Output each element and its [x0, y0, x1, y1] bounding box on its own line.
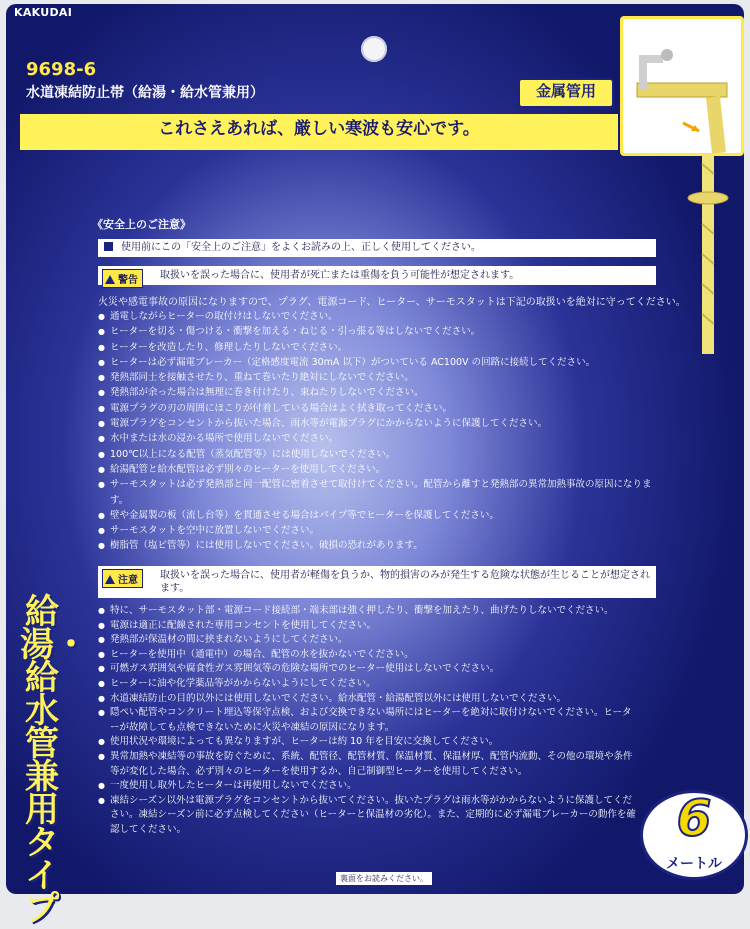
caution-tag: [102, 569, 143, 588]
read-first-text: 使用前にこの「安全上のご注意」をよくお読みの上、正しく使用してください。: [121, 242, 481, 253]
vertical-type-label: 給湯・給水管兼用タイプ: [20, 592, 88, 929]
caution-box: [98, 566, 656, 598]
caution-list: [98, 604, 638, 838]
list-item: ● 可燃ガス雰囲気や腐食性ガス雰囲気等の危険な場所でのヒーター使用はしないでください。: [98, 662, 638, 677]
list-item: ● 異常加熱や凍結等の事故を防ぐために、系統、配管径、配管材質、保温材質、保温材厚、配管内流動、その他の環境や条件等が変化した場合、必ず別々のヒーターを使用するか、自己制御型ヒーターを使用してください。: [98, 750, 638, 779]
warning-tag: [102, 269, 143, 288]
hang-hole: [361, 36, 387, 62]
caution-triangle-icon: [105, 575, 115, 584]
list-item: ● 電源は適正に配線された専用コンセントを使用してください。: [98, 619, 638, 634]
list-item: ● ヒーターを改造したり、修理したりしないでください。: [98, 340, 656, 355]
list-item: ● サーモスタットを空中に放置しないでください。: [98, 523, 656, 538]
heater-cable-icon: [686, 154, 730, 364]
list-item: ● 発熱部が余った場合は無理に巻き付けたり、束ねたりしないでください。: [98, 385, 656, 400]
list-item: ● 電源プラグの刃の周囲にほこりが付着している場合はよく拭き取ってください。: [98, 401, 656, 416]
list-item: ● ヒーターを切る・傷つける・衝撃を加える・ねじる・引っ張る等はしないでください。: [98, 324, 656, 339]
list-item: ● 発熱部同士を接触させたり、重ねて巻いたり絶対にしないでください。: [98, 370, 656, 385]
metal-pipe-badge: 金属管用: [518, 78, 614, 108]
list-item: ● 水道凍結防止の目的以外には使用しないでください。給水配管・給湯配管以外には使用しないでください。: [98, 692, 638, 707]
brand-logo: KAKUDAI: [14, 6, 73, 19]
list-item: ● 一度使用し取外したヒーターは再使用しないでください。: [98, 779, 638, 794]
pipe-illustration: [620, 16, 744, 156]
list-item: ● 使用状況や環境によっても異なりますが、ヒーターは約 10 年を目安に交換してください。: [98, 735, 638, 750]
warning-triangle-icon: [105, 275, 115, 284]
list-item: ● 水中または水の浸かる場所で使用しないでください。: [98, 431, 656, 446]
caution-text: 取扱いを誤った場合に、使用者が軽傷を負うか、物的損害のみが発生する危険な状態が生じることが想定されます。: [160, 570, 650, 594]
list-item: ● 発熱部が保温材の間に挟まれないようにしてください。: [98, 633, 638, 648]
read-first-notice: [98, 239, 656, 257]
safety-title: 《安全上のご注意》: [92, 218, 191, 231]
square-bullet-icon: [104, 242, 113, 251]
list-item: ● 樹脂管（塩ビ管等）には使用しないでください。破損の恐れがあります。: [98, 538, 656, 553]
warning-tag-label: 警告: [118, 275, 138, 286]
list-item: ● ヒーターを使用中（通電中）の場合、配管の水を抜かないでください。: [98, 648, 638, 663]
list-item: ● 給湯配管と給水配管は必ず別々のヒーターを使用してください。: [98, 462, 656, 477]
slogan-banner: これさえあれば、厳しい寒波も安心です。: [20, 114, 618, 150]
length-unit: メートル: [666, 856, 722, 872]
list-item: ● 通電しながらヒーターの取付けはしないでください。: [98, 309, 656, 324]
warning-prelude: 火災や感電事故の原因になりますので、プラグ、電源コード、ヒーター、サーモスタットは下記の取扱いを絶対に守ってください。: [98, 297, 686, 308]
length-badge: [640, 790, 748, 880]
list-item: ● 電源プラグをコンセントから抜いた場合、雨水等が電源プラグにかからないように保護してください。: [98, 416, 656, 431]
list-item: ● ヒーターは必ず漏電ブレーカー（定格感度電流 30mA 以下）がついている AC100V の回路に接続してください。: [98, 355, 656, 370]
list-item: ● 隠ぺい配管やコンクリート埋込等保守点検、および交換できない場所にはヒーターを絶対に取付けないでください。ヒーターが故障しても点検できないために火災や凍結の原因になります。: [98, 706, 638, 735]
list-item: ● 凍結シーズン以外は電源プラグをコンセントから抜いてください。抜いたプラグは雨水等がかからないように保護してください。凍結シーズン前に必ず点検してください（ヒーターと保温材の劣化）。また、定期的に必ず漏電ブレーカーの動作を確認してください。: [98, 794, 638, 838]
product-name: 水道凍結防止帯（給湯・給水管兼用）: [26, 85, 264, 101]
list-item: ● 100℃以上になる配管（蒸気配管等）には使用しないでください。: [98, 447, 656, 462]
package-card: [6, 4, 744, 929]
back-note: 裏面をお読みください。: [336, 872, 432, 885]
caution-tag-label: 注意: [118, 575, 138, 586]
warning-text: 取扱いを誤った場合に、使用者が死亡または重傷を負う可能性が想定されます。: [160, 270, 520, 281]
warning-list: [98, 309, 656, 554]
model-number: 9698-6: [26, 59, 97, 80]
warning-box: [98, 266, 656, 285]
list-item: ● 特に、サーモスタット部・電源コード接続部・端末部は強く押したり、衝撃を加えたり、曲げたりしないでください。: [98, 604, 638, 619]
list-item: ● 壁や金属製の板（流し台等）を貫通させる場合はパイプ等でヒーターを保護してください。: [98, 508, 656, 523]
length-number: 6: [676, 789, 712, 847]
faucet-pipe-icon: [623, 19, 741, 153]
list-item: ● ヒーターに油や化学薬品等がかからないようにしてください。: [98, 677, 638, 692]
list-item: ● サーモスタットは必ず発熱部と同一配管に密着させて取付けてください。配管から離すと発熱部の異常加熱事故の原因になります。: [98, 477, 656, 508]
